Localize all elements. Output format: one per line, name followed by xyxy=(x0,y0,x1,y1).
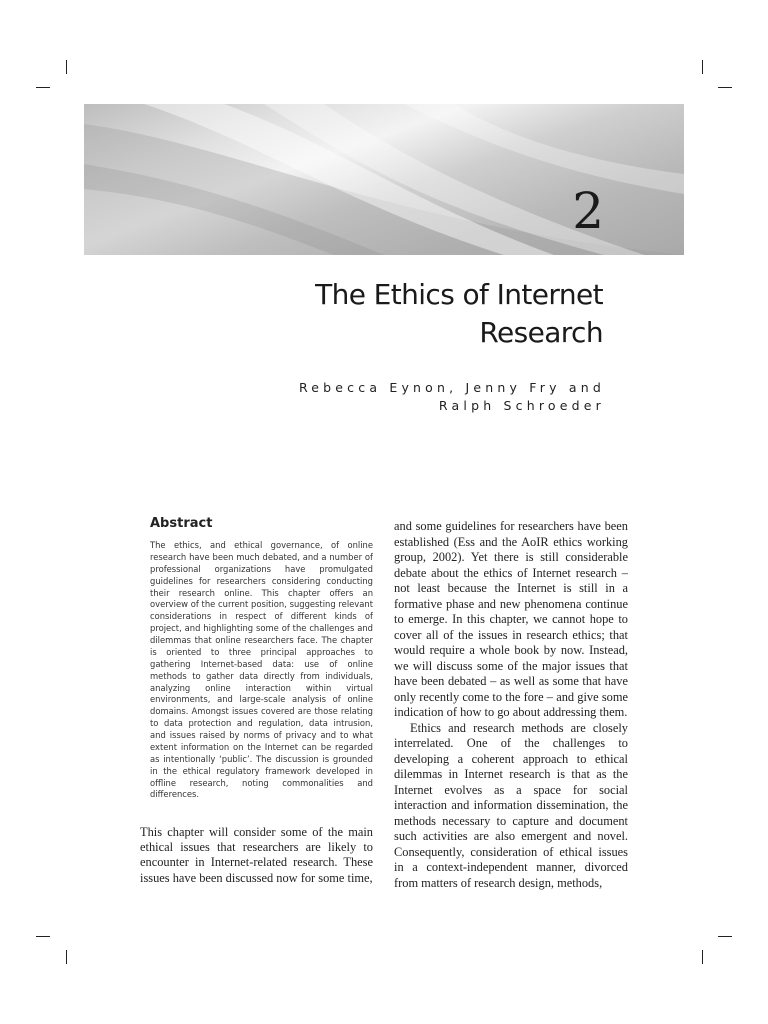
authors-line: Ralph Schroeder xyxy=(438,398,605,413)
crop-mark-top-right-horizontal xyxy=(718,87,732,88)
authors-line: Rebecca Eynon, Jenny Fry and xyxy=(298,380,605,395)
crop-mark-bottom-right-vertical xyxy=(702,950,703,964)
body-paragraph: and some guidelines for researchers have been established (Ess and the AoIR ethics working group, 2002). Yet there is still considerable debate about the ethics of Internet research – not least because the Internet is still in a formative phase and new phenomena continue to emerge. In this chapter, we cannot hope to cover all of the issues in research ethics; that would require a whole book by now. Instead, we will discuss some of the major issues that have been debated – as well as some that have only recently come to the fore – and give some indication of how to go about addressing them. xyxy=(394,519,628,719)
crop-mark-top-left-vertical xyxy=(66,60,67,74)
crop-mark-bottom-left-vertical xyxy=(66,950,67,964)
chapter-title-line: Research xyxy=(479,316,603,349)
crop-mark-top-right-vertical xyxy=(702,60,703,74)
body-paragraph: Ethics and research methods are closely interrelated. One of the challenges to developing a coherent approach to ethical dilemmas in Internet research is that as the Internet evolves as a space for social interaction and information dissemination, the methods necessary to capture and document such activities are also emergent and novel. Consequently, consideration of ethical issues in a context-independent manner, divorced from matters of research design, methods, xyxy=(394,720,628,890)
crop-mark-bottom-left-horizontal xyxy=(36,936,50,937)
chapter-banner xyxy=(84,104,684,255)
body-column-right xyxy=(394,519,628,891)
chapter-title xyxy=(260,276,603,352)
crop-mark-top-left-horizontal xyxy=(36,87,50,88)
body-paragraph-left: This chapter will consider some of the main ethical issues that researchers are likely to encounter in Internet-related research. These issues have been discussed now for some time, xyxy=(140,825,373,885)
abstract-text: The ethics, and ethical governance, of online research have been much debated, and a number of professional organizations have promulgated guidelines for researchers considering conducting their research online. This chapter offers an overview of the current position, suggesting relevant considerations in respect of different kinds of project, and highlighting some of the challenges and dilemmas that online researchers face. The chapter is oriented to three principal approaches to gathering Internet-based data: use of online methods to gather data directly from individuals, analyzing online interaction within virtual environments, and large-scale analysis of online domains. Amongst issues covered are those relating to data protection and regulation, data intrusion, and issues raised by norms of privacy and to what extent information on the Internet can be regarded as intentionally ‘public’. The discussion is grounded in the ethical regulatory framework developed in offline research, noting commonalities and differences. xyxy=(150,540,373,800)
chapter-title-line: The Ethics of Internet xyxy=(315,278,603,311)
chapter-authors xyxy=(260,379,605,415)
crop-mark-bottom-right-horizontal xyxy=(718,936,732,937)
abstract-heading: Abstract xyxy=(150,516,213,531)
chapter-number: 2 xyxy=(572,182,604,240)
